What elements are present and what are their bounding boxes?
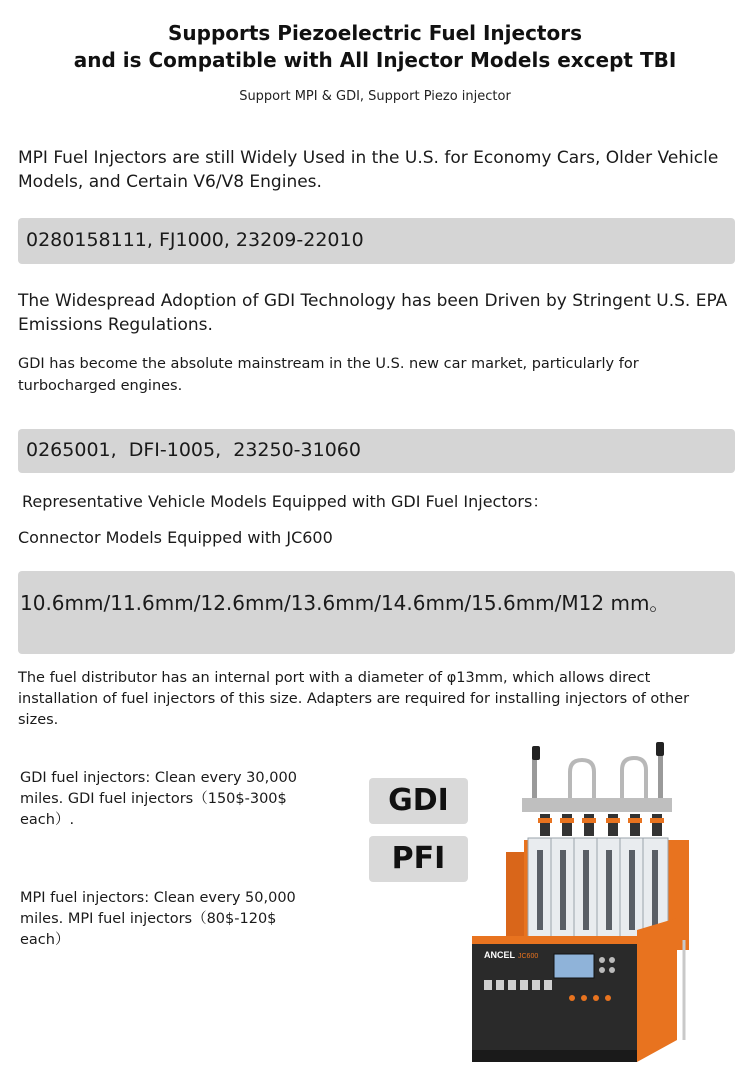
page-title <box>0 20 750 74</box>
page-subtitle: Support MPI & GDI, Support Piezo injector <box>239 89 511 104</box>
gdi-detail: GDI has become the absolute mainstream in the U.S. new car market, particularly for turbocharged engines. <box>18 356 639 394</box>
gdi-intro: The Widespread Adoption of GDI Technology has been Driven by Stringent U.S. EPA Emissions Regulations. <box>18 291 728 335</box>
machine-side-panel <box>637 918 677 1062</box>
mpi-cleaning-text: MPI fuel injectors: Clean every 50,000 miles. MPI fuel injectors（80$-120$ each） <box>20 890 296 948</box>
measuring-cylinders <box>528 838 668 938</box>
fuel-rail <box>522 798 672 812</box>
fuel-line-right <box>622 758 646 800</box>
injector-cleaner-machine-image <box>462 740 702 1072</box>
connector-sizes-bar <box>18 571 735 654</box>
lcd-screen <box>554 954 594 978</box>
injector-clips <box>538 818 664 823</box>
fuel-line-left <box>570 760 594 800</box>
machine-brand-label: ANCEL <box>484 950 515 960</box>
pfi-tag: PFI <box>369 836 468 882</box>
mpi-intro: MPI Fuel Injectors are still Widely Used in the U.S. for Economy Cars, Older Vehicle Models, and Certain V6/V8 Engines. <box>18 148 719 192</box>
right-knob-icon <box>656 742 664 756</box>
machine-model-label: JC600 <box>518 953 539 960</box>
gdi-models-bar <box>18 429 735 473</box>
gdi-vehicles-heading: Representative Vehicle Models Equipped with GDI Fuel Injectors： <box>22 492 549 511</box>
mpi-models: 0280158111, FJ1000, 23209-22010 <box>26 229 364 251</box>
left-knob-icon <box>532 746 540 760</box>
connector-heading: Connector Models Equipped with JC600 <box>18 528 333 547</box>
connector-note: The fuel distributor has an internal port with a diameter of φ13mm, which allows direct installation of fuel injectors of this size. Adapters are required for installing injectors of other sizes. <box>18 670 690 728</box>
mpi-models-bar <box>18 218 735 264</box>
gdi-tag: GDI <box>369 778 468 824</box>
title-line-2: and is Compatible with All Injector Models except TBI <box>73 48 677 72</box>
gdi-cleaning-text: GDI fuel injectors: Clean every 30,000 miles. GDI fuel injectors（150$-300$ each）. <box>20 770 297 828</box>
gdi-models: 0265001, DFI-1005, 23250-31060 <box>26 439 361 461</box>
title-line-1: Supports Piezoelectric Fuel Injectors <box>167 21 582 45</box>
connector-sizes: 10.6mm/11.6mm/12.6mm/13.6mm/14.6mm/15.6mm/M12 mm。 <box>20 591 670 615</box>
injectors <box>540 814 662 836</box>
